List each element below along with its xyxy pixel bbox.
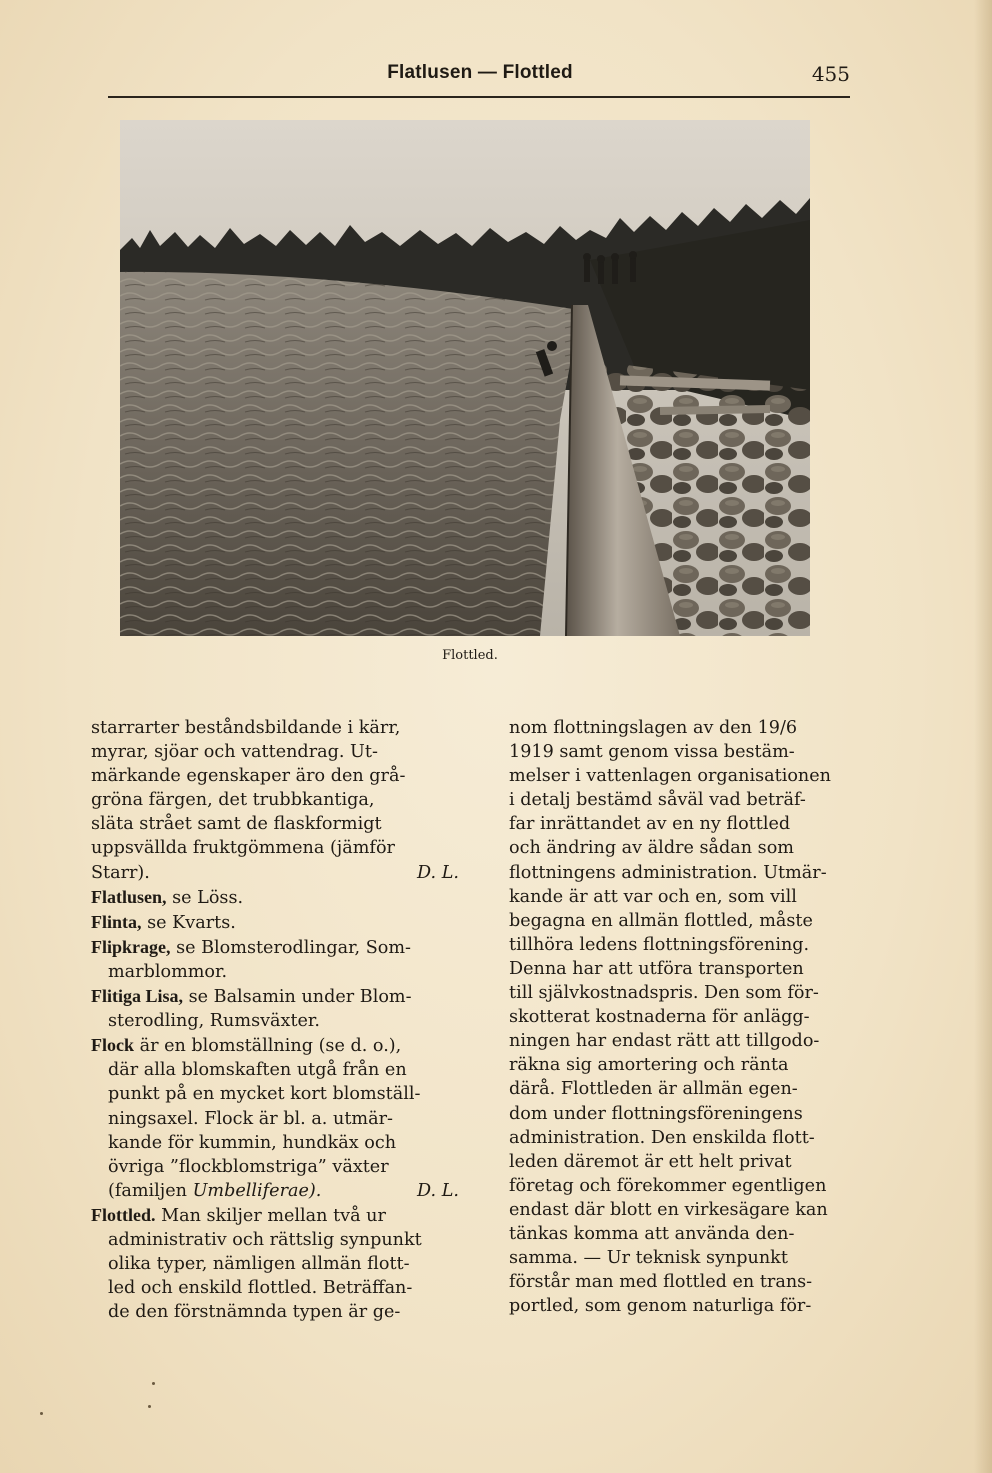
text-line: endast där blott en virkesägare kan [509, 1199, 828, 1220]
header-rule [108, 96, 850, 98]
entry-term: Flipkrage, [91, 936, 171, 957]
text-line: gröna färgen, det trubbkantiga, [91, 790, 375, 811]
flottled-photograph [120, 120, 810, 636]
entry-flottled [91, 1203, 469, 1228]
entry-term: Flock [91, 1035, 134, 1056]
text-line: släta strået samt de flaskformigt [91, 814, 382, 835]
entry-text: se Blomsterodlingar, Som- [170, 937, 412, 958]
text-line: där alla blomskaften utgå från en [108, 1060, 407, 1081]
text-line: tillhöra ledens flottningsförening. [509, 934, 810, 955]
entry-flatlusen [91, 885, 469, 910]
entry-text: se Kvarts. [141, 912, 236, 933]
text-line: olika typer, nämligen allmän flott- [108, 1254, 410, 1275]
text-line: de den förstnämnda typen är ge- [108, 1302, 401, 1323]
entry-flinta [91, 910, 469, 935]
text-line: kande är att var och en, som vill [509, 886, 797, 907]
right-column [509, 716, 863, 1318]
entry-term: Flitiga Lisa, [91, 986, 184, 1007]
text-line: kande för kummin, hundkäx och [108, 1132, 397, 1153]
text-line: leden däremot är ett helt privat [509, 1151, 792, 1172]
author-signature: D. L. [417, 1180, 459, 1201]
running-head-title: Flatlusen — Flottled [387, 62, 573, 83]
text-line: skotterat kostnaderna för anlägg- [509, 1007, 810, 1028]
text-line: ningen har endast rätt att tillgodo- [509, 1031, 820, 1052]
text-line: och ändring av äldre sådan som [509, 838, 794, 859]
text-line: uppsvällda fruktgömmena (jämför [91, 838, 395, 859]
text-line: räkna sig amortering och ränta [509, 1055, 789, 1076]
text-line: märkande egenskaper äro den grå- [91, 766, 406, 787]
entry-term: Flatlusen, [91, 886, 167, 907]
entry-flitiga-lisa [91, 984, 469, 1009]
text-line: tänkas komma att använda den- [509, 1223, 795, 1244]
text-line: övriga ”flockblomstriga” växter [108, 1156, 389, 1177]
paper-speck [40, 1412, 43, 1415]
paper-speck [148, 1405, 151, 1408]
text-line: Denna har att utföra transporten [509, 958, 804, 979]
entry-term: Flottled. [91, 1204, 156, 1225]
text-line-signed [91, 1179, 469, 1203]
text-line: till självkostnadspris. Den som för- [509, 983, 819, 1004]
text-line: administrativ och rättslig synpunkt [108, 1229, 422, 1250]
text-line: administration. Den enskilda flott- [509, 1127, 815, 1148]
entry-flock [91, 1033, 469, 1058]
text-fragment: (familjen [108, 1180, 193, 1201]
text-line: därå. Flottleden är allmän egen- [509, 1079, 798, 1100]
text-line: 1919 samt genom vissa bestäm- [509, 742, 795, 763]
page-number: 455 [811, 62, 850, 86]
text-line: samma. — Ur teknisk synpunkt [509, 1248, 788, 1269]
photo-illustration [120, 120, 810, 636]
latin-name: Umbelliferae). [192, 1180, 322, 1201]
photo-caption: Flottled. [442, 648, 498, 663]
left-column [91, 716, 469, 1324]
text-fragment: Starr). [91, 862, 150, 883]
entry-text: se Löss. [166, 887, 244, 908]
text-line: nom flottningslagen av den 19/6 [509, 718, 798, 738]
entry-flipkrage [91, 935, 469, 960]
text-line: led och enskild flottled. Beträffan- [108, 1278, 413, 1299]
text-line: marblommor. [108, 961, 228, 982]
text-line: ningsaxel. Flock är bl. a. utmär- [108, 1108, 393, 1129]
paper-speck [152, 1382, 155, 1385]
text-line: dom under flottningsföreningens [509, 1103, 803, 1124]
text-line: punkt på en mycket kort blomställ- [108, 1084, 421, 1105]
text-line: melser i vattenlagen organisationen [509, 766, 832, 787]
text-line-signed [91, 861, 469, 885]
entry-text: Man skiljer mellan två ur [155, 1205, 386, 1226]
text-line: företag och förekommer egentligen [509, 1175, 827, 1196]
text-line: förstår man med flottled en trans- [509, 1272, 813, 1293]
text-line: i detalj bestämd såväl vad beträf- [509, 790, 806, 811]
text-line: flottningens administration. Utmär- [509, 862, 827, 883]
entry-text: är en blomställning (se d. o.), [134, 1036, 402, 1057]
entry-text: se Balsamin under Blom- [183, 987, 412, 1008]
text-line: portled, som genom naturliga för- [509, 1296, 812, 1317]
page-edge-shadow [974, 0, 992, 1473]
text-line: sterodling, Rumsväxter. [108, 1011, 321, 1032]
text-line: starrarter beståndsbildande i kärr, [91, 718, 401, 738]
text-line: begagna en allmän flottled, måste [509, 910, 813, 931]
text-line: myrar, sjöar och vattendrag. Ut- [91, 742, 378, 763]
text-line: far inrättandet av en ny flottled [509, 814, 791, 835]
entry-term: Flinta, [91, 911, 142, 932]
author-signature: D. L. [417, 862, 459, 883]
